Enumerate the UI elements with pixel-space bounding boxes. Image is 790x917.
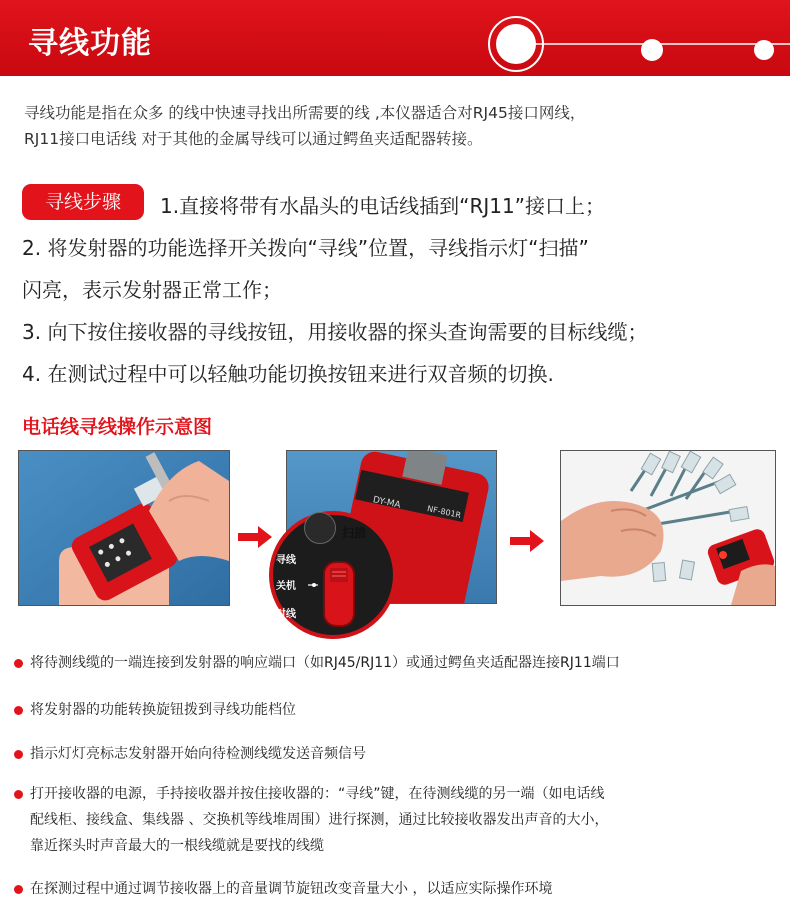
- scan-indicator-light: [304, 512, 336, 544]
- intro-line: RJ11接口电话线 对于其他的金属导线可以通过鳄鱼夹适配器转接。: [24, 130, 483, 148]
- photo-cable-bundle: [560, 450, 776, 606]
- switch-label-scan: 扫描: [342, 526, 367, 540]
- photo-switch-closeup: [276, 450, 497, 620]
- switch-label-pair: 对线: [276, 609, 296, 620]
- arrow-right-icon: [510, 530, 544, 552]
- steps-badge: 寻线步骤: [22, 184, 144, 220]
- bullet-dot-icon: [14, 790, 23, 799]
- switch-label-find: 寻线: [276, 555, 296, 566]
- step-line: 1.直接将带有水晶头的电话线插到“RJ11”接口上；: [160, 194, 606, 218]
- bullet-dot-icon: [14, 659, 23, 668]
- step-line: 4. 在测试过程中可以轻触功能切换按钮来进行双音频的切换.: [22, 362, 554, 386]
- photo-plug-connector: [18, 450, 230, 606]
- arrow-right-icon: [238, 526, 272, 548]
- bullet-dot-icon: [14, 885, 23, 894]
- brand-label: DY-MA: [371, 495, 402, 511]
- step-line: 闪亮，表示发射器正常工作；: [22, 278, 282, 302]
- diagram-title: 电话线寻线操作示意图: [22, 416, 213, 438]
- page-title: 寻线功能: [28, 26, 152, 61]
- intro-text: [24, 100, 774, 152]
- bullet-dot-icon: [14, 706, 23, 715]
- step-line: 3. 向下按住接收器的寻线按钮，用接收器的探头查询需要的目标线缆；: [22, 320, 648, 344]
- model-label: NF-801R: [426, 504, 462, 520]
- intro-line: 寻线功能是指在众多 的线中快速寻找出所需要的线 ,本仪器适合对RJ45接口网线，: [24, 104, 586, 122]
- switch-label-off: 关机: [276, 581, 296, 592]
- header-banner: [0, 0, 790, 76]
- step-line: 2. 将发射器的功能选择开关拨向“寻线”位置，寻线指示灯“扫描”: [22, 236, 589, 260]
- bullet-dot-icon: [14, 750, 23, 759]
